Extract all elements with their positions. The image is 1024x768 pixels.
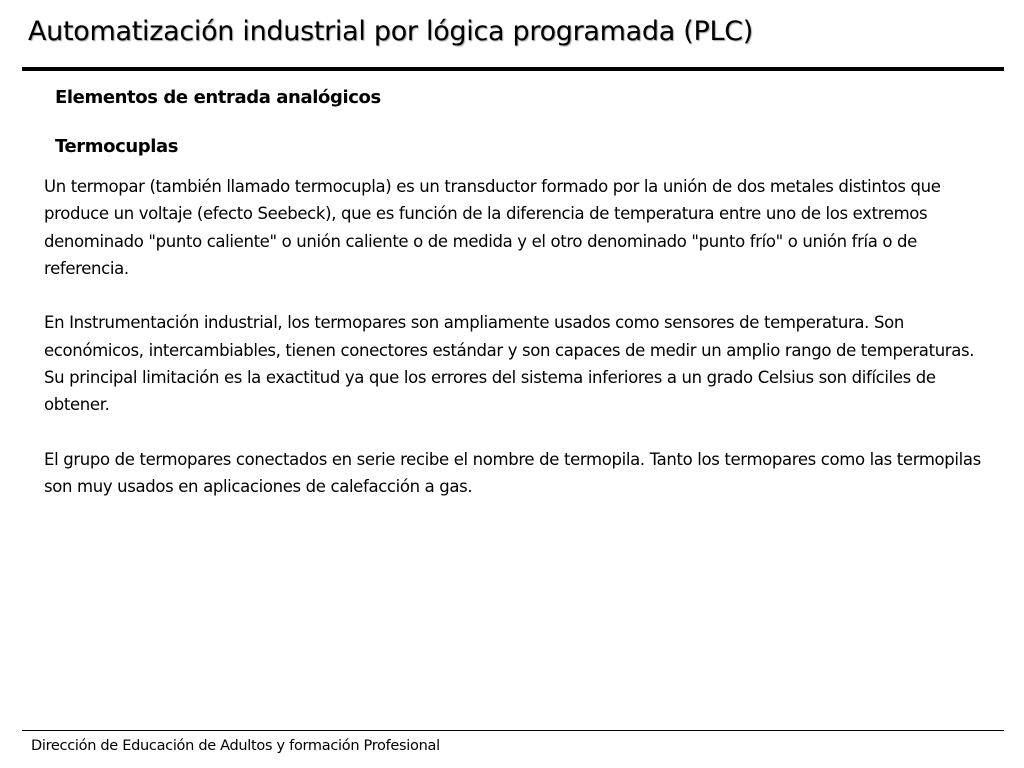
section-heading: Elementos de entrada analógicos <box>55 87 381 108</box>
body-text <box>44 173 994 528</box>
paragraph-instrumentation: En Instrumentación industrial, los termopares son ampliamente usados como sensores de temperatura. Son económicos, intercambiables, tienen conectores estándar y son capaces de medir un amplio rango de temperaturas. Su principal limitación es la exactitud ya que los errores del sistema inferiores a un grado Celsius son difíciles de obtener. <box>44 313 975 415</box>
sub-heading: Termocuplas <box>55 136 179 157</box>
footer-text: Dirección de Educación de Adultos y formación Profesional <box>31 738 440 754</box>
paragraph-thermopile: El grupo de termopares conectados en serie recibe el nombre de termopila. Tanto los termopares como las termopilas son muy usados en aplicaciones de calefacción a gas. <box>44 449 981 497</box>
paragraph-seebeck: Un termopar (también llamado termocupla) es un transductor formado por la unión de dos metales distintos que produce un voltaje (efecto Seebeck), que es función de la diferencia de temperatura entre uno de los extremos denominado "punto caliente" o unión caliente o de medida y el otro denominado "punto frío" o unión fría o de referencia. <box>44 177 941 278</box>
title-divider <box>22 67 1004 71</box>
footer-divider <box>22 730 1004 731</box>
slide-title: Automatización industrial por lógica programada (PLC) <box>28 16 754 47</box>
